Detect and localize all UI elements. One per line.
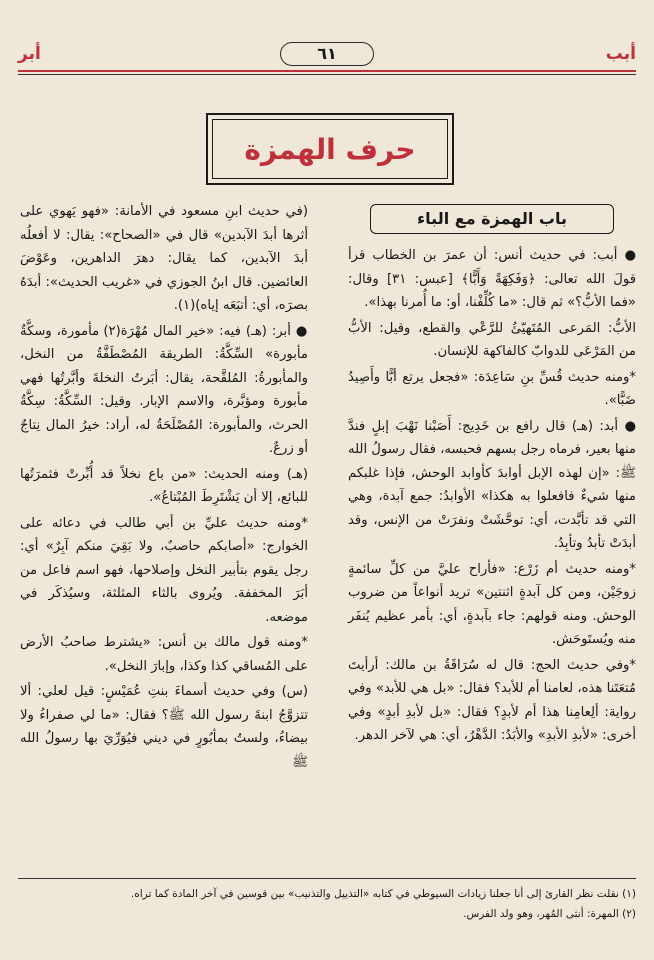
page-header <box>18 42 636 68</box>
paragraph: (س) وفي حديث أسماءَ بنتِ عُمَيْسٍ: قيل لعلي: ألا تتزوَّجُ ابنةَ رسول الله ﷺ؟ فقال: «ما لي صفراءُ ولا بيضاءُ، ولستُ بمأبُورٍ في ديني فيُوَرِّيَ بها رسولُ الله ﷺ <box>20 684 308 770</box>
footnote: (١) نقلت نظر القارئ إلى أنا جعلنا زيادات السيوطي في كتابه «التذييل والتذنيب» بين قوسين في آخر المادة كما تراه. <box>130 888 636 900</box>
chapter-title-box <box>206 113 454 185</box>
footnote: (٢) المهرة: أنثى المُهر، وهو ولد الفرس. <box>463 908 636 920</box>
paragraph: (هـ) ومنه الحديث: «من باع نخلاً قد أُبِّرتْ فثمرَتُها للبائع، إلا أن يَشْتَرِطَ المُبْتاعُ». <box>20 466 308 505</box>
right-column <box>348 200 636 750</box>
header-left-word: أبر <box>18 44 41 64</box>
paragraph: *ومنه حديث قُسِّ بنِ سَاعِدَة: «فجعل يرتع أبًّا وأَصِيدُ ضَبًّا». <box>348 369 636 408</box>
paragraph: *وفي حديث الحج: قال له سُرَاقَةُ بن مالك: أرأيتَ مُتعَتَنا هذه، لعامنا أم للأبد؟ فقال: «بل هي للأبد» وفي رواية: ألِعامِنا هذا أم لأبدٍ؟ فقال: «بل لأبدِ أبدٍ» وفي أخرى: «لأبدِ الأبدِ» والأبَدُ: الدَّهْرُ، أي: هي لآخر الدهر. <box>348 657 636 743</box>
section-heading: باب الهمزة مع الباء <box>370 204 614 234</box>
footnote-separator <box>18 878 636 879</box>
paragraph: *ومنه حديث عليِّ بن أبي طالب في دعائه على الخوارج: «أصابكم حاصبٌ، ولا بَقِيَ منكم آبِرٌ» أي: رجل يقوم بتأبير النخل وإصلاحها، فهو اسم فاعل من أبَرَ المخففة. ويُروى بالثاء المثلثة، وسيُذكَر في موضعه. <box>20 515 308 625</box>
paragraph: الأبُّ: المَرعى المُتَهيّئُ للرَّعْي والقطع، وقيل: الأبُّ من المَرْعَى للدوابّ كالفاكهة للإنسان. <box>348 320 636 359</box>
left-column <box>20 200 308 776</box>
header-rule-thin <box>18 74 636 75</box>
chapter-title: حرف الهمزة <box>244 132 416 166</box>
entry-abr: ● أبر: (هـ) فيه: «خير المال مُهْرَة(٢) مأمورة، وسكَّةٌ مأبورة» السِّكَّةُ: الطريقة المُصْطَفَّةُ من النخل، والمأبورةُ: المُلقَّحة، يقال: أبَرتُ النخلةَ وأبَّرتُها فهي مأبورة ومؤبَّرة، والاسم الإبار. وقيل: السِّكَّةُ: سِكَّةُ الحرث، والمأبورة: المُصْلَحَةُ له، أراد: خيرُ المال نِتاجٌ أو زرعٌ. <box>20 323 308 456</box>
page-number: ٦١ <box>280 42 374 66</box>
entry-abb: ● أبب: في حديث أنس: أن عمرَ بن الخطاب قرأ قولَ الله تعالى: ﴿وَفَكِهَةً وَأَبًّا﴾ [عبس: ٣١] وقال: «فما الأبُّ؟» ثم قال: «ما كُلِّفْنا، أو: ما أُمرنا بهذا». <box>348 248 636 310</box>
chapter-title-inner <box>212 119 448 179</box>
paragraph: *ومنه حديث أم زَرْع: «فأراح عليَّ من كلِّ سائمةٍ زوجَيْن، ومن كل آبدةٍ اثنتين» تريد أنواعاً من ضروب الوحش. ومنه قولهم: جاء بآبدةٍ، أي: بأمر عظيم يُنفَر منه ويُستَوحَش. <box>348 561 636 647</box>
paragraph: *ومنه قول مالك بن أنس: «يشترط صاحبُ الأرض على المُساقي كذا وكذا، وإبارَ النخل». <box>20 635 308 674</box>
header-rule-red <box>18 70 636 72</box>
entry-abd: ● أبد: (هـ) قال رافع بن خَدِيج: أَصَبْنا نَهْبَ إبلٍ فندَّ منها بعير، فرماه رجل بسهم فحبسه، فقال رسولُ الله ﷺ: «إن لهذه الإبل أوابدَ كأوابد الوحش، فإذا غلبكم منها شيءٌ فافعلوا به هكذا» الأوابدُ: جمع آبدة، وهي التي قد تأبَّدت، أي: توحَّشَتْ ونفرَتْ من الإنس، وقد أبدَتْ تأبدُ وتأبِدُ. <box>348 418 636 551</box>
footnotes <box>18 884 636 924</box>
header-right-word: أبب <box>605 44 636 64</box>
paragraph: (في حديث ابنِ مسعود في الأمانة: «فهو يَهوي على أثرها أبدَ الآبدين» قال في «الصحاح»: يقال: لا أفعلُه أبدَ الآبدين، كما يقال: دهرَ الداهرين، وعَوْضَ العائضين. قال ابنُ الجوزي في «غريب الحديث»: أبدَهُ بصرَه، أي: أتبَعَه إياه)(١). <box>20 204 308 313</box>
